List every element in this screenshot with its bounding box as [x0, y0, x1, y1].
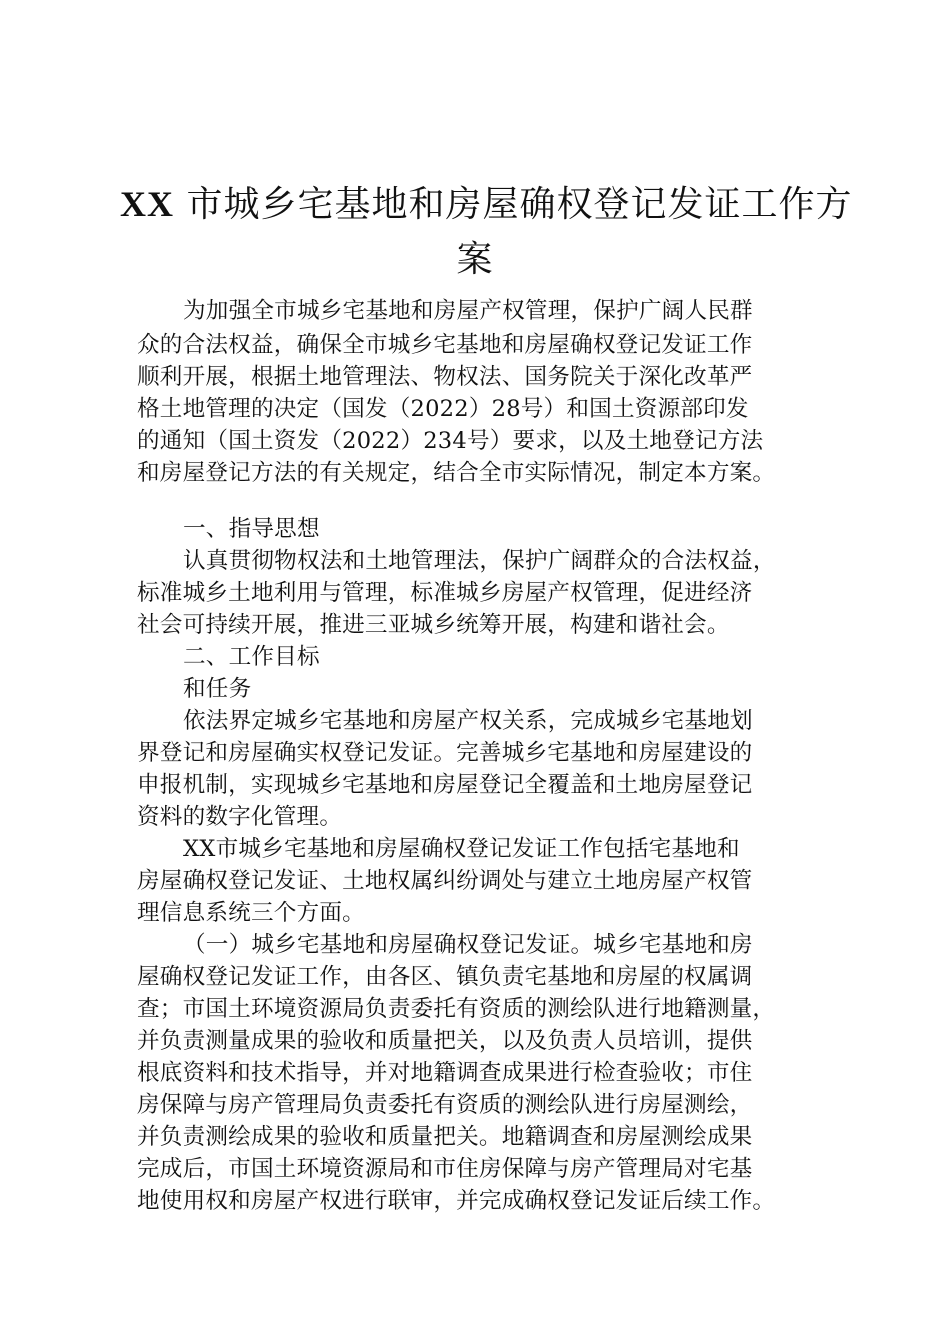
- paragraph-line: 地使用权和房屋产权进行联审，并完成确权登记发证后续工作。: [137, 1188, 776, 1214]
- section-heading: 一、指导思想: [183, 516, 320, 542]
- paragraph-line: 标准城乡土地利用与管理，标准城乡房屋产权管理，促进经济: [137, 580, 753, 606]
- section-heading: 和任务: [183, 676, 252, 702]
- paragraph-line: 众的合法权益，确保全市城乡宅基地和房屋确权登记发证工作: [137, 332, 753, 358]
- paragraph-line: （一）城乡宅基地和房屋确权登记发证。城乡宅基地和房: [183, 932, 753, 958]
- paragraph-line: 资料的数字化管理。: [137, 804, 343, 830]
- document-title-line-2: 案: [456, 239, 494, 280]
- paragraph-line: 为加强全市城乡宅基地和房屋产权管理，保护广阔人民群: [183, 298, 753, 324]
- paragraph-line: 查；市国土环境资源局负责委托有资质的测绘队进行地籍测量，: [137, 996, 776, 1022]
- paragraph-line: 完成后，市国土环境资源局和市住房保障与房产管理局对宅基: [137, 1156, 753, 1182]
- paragraph-line: 的通知（国土资发（2022）234号）要求，以及土地登记方法: [137, 428, 764, 454]
- paragraph-line: 房保障与房产管理局负责委托有资质的测绘队进行房屋测绘，: [137, 1092, 753, 1118]
- paragraph-line: 理信息系统三个方面。: [137, 900, 365, 926]
- paragraph-line: 顺利开展，根据土地管理法、物权法、国务院关于深化改革严: [137, 364, 753, 390]
- paragraph-line: 申报机制，实现城乡宅基地和房屋登记全覆盖和土地房屋登记: [137, 772, 753, 798]
- paragraph-line: 依法界定城乡宅基地和房屋产权关系，完成城乡宅基地划: [183, 708, 753, 734]
- paragraph-line: XX市城乡宅基地和房屋确权登记发证工作包括宅基地和: [183, 836, 740, 862]
- paragraph-line: 屋确权登记发证工作，由各区、镇负责宅基地和房屋的权属调: [137, 964, 753, 990]
- title-prefix: XX: [120, 184, 174, 224]
- paragraph-line: 房屋确权登记发证、土地权属纠纷调处与建立土地房屋产权管: [137, 868, 753, 894]
- paragraph-line: 根底资料和技术指导，并对地籍调查成果进行检查验收；市住: [137, 1060, 753, 1086]
- paragraph-line: 认真贯彻物权法和土地管理法，保护广阔群众的合法权益，: [183, 548, 776, 574]
- title-text: 市城乡宅基地和房屋确权登记发证工作方: [186, 184, 853, 225]
- document-title-line-1: [120, 184, 853, 225]
- paragraph-line: 社会可持续开展，推进三亚城乡统筹开展，构建和谐社会。: [137, 612, 730, 638]
- paragraph-line: 和房屋登记方法的有关规定，结合全市实际情况，制定本方案。: [137, 460, 776, 486]
- paragraph-line: 格土地管理的决定（国发（2022）28号）和国土资源部印发: [137, 396, 749, 422]
- paragraph-line: 并负责测量成果的验收和质量把关，以及负责人员培训，提供: [137, 1028, 753, 1054]
- section-heading: 二、工作目标: [183, 644, 320, 670]
- paragraph-line: 界登记和房屋确实权登记发证。完善城乡宅基地和房屋建设的: [137, 740, 753, 766]
- paragraph-line: 并负责测绘成果的验收和质量把关。地籍调查和房屋测绘成果: [137, 1124, 753, 1150]
